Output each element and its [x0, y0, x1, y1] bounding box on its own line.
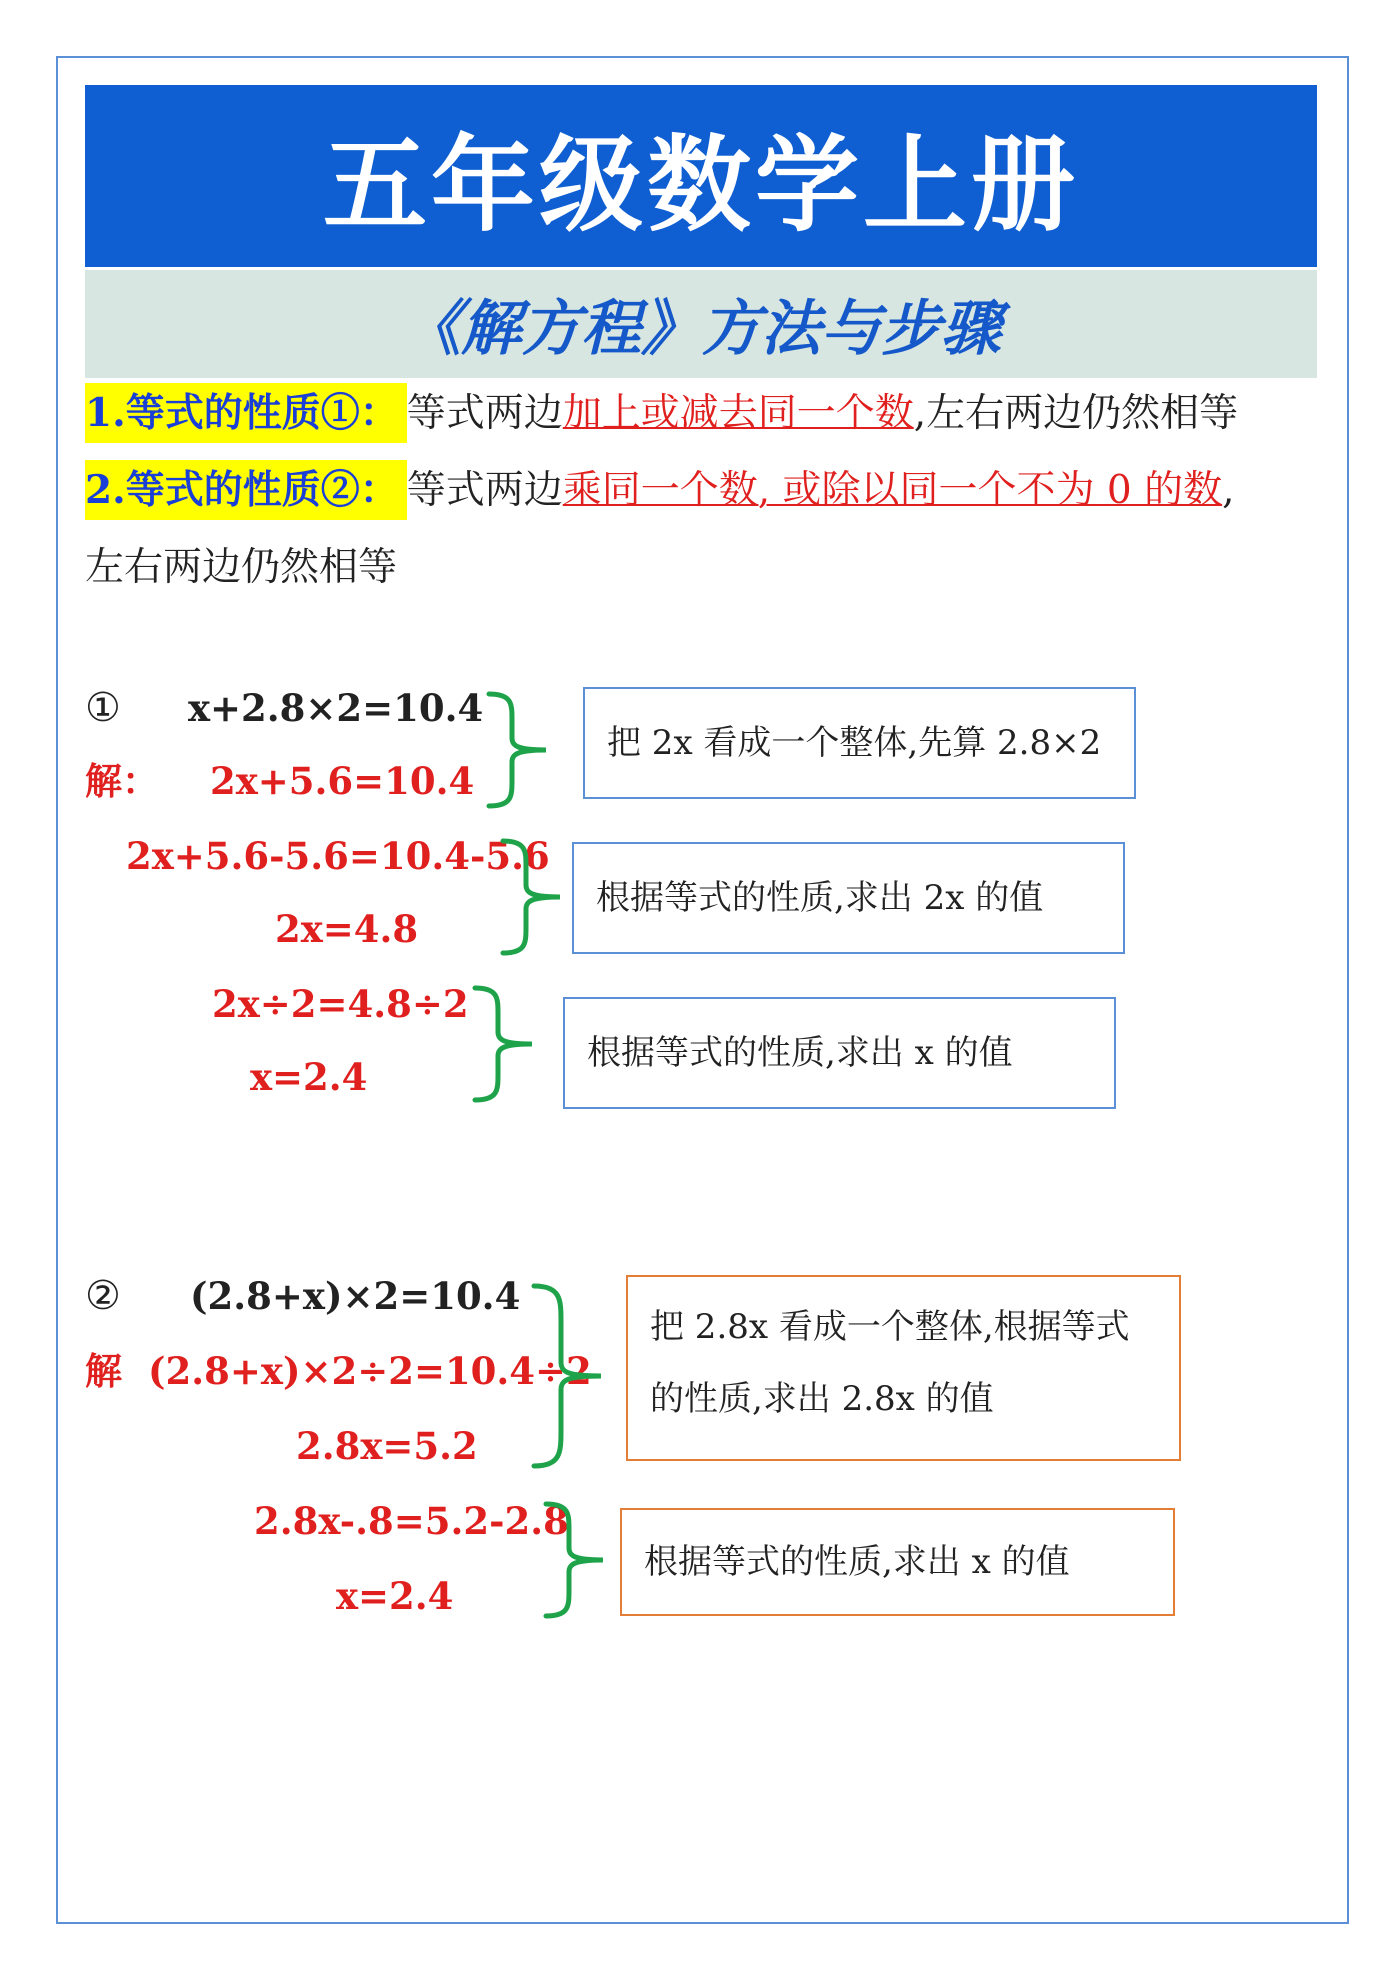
example-1-brace-2 [498, 837, 568, 957]
example-2-note-1: 把 2.8x 看成一个整体,根据等式的性质,求出 2.8x 的值 [626, 1275, 1181, 1461]
property-2-suffix: , [1222, 468, 1235, 513]
property-2-highlight: 乘同一个数, 或除以同一个不为 0 的数 [562, 468, 1223, 513]
example-2-step-2: 2.8x=5.2 [296, 1424, 478, 1468]
example-1-brace-1 [484, 690, 554, 810]
example-1-equation: x+2.8×2=10.4 [188, 686, 484, 730]
example-1-note-3: 根据等式的性质,求出 x 的值 [563, 997, 1116, 1109]
example-2-equation: (2.8+x)×2=10.4 [190, 1274, 521, 1318]
property-2-continuation: 左右两边仍然相等 [85, 545, 398, 590]
property-2-label: 2.等式的性质②： [85, 460, 407, 520]
example-2-number: ② [85, 1273, 121, 1319]
page-title: 五年级数学上册 [85, 85, 1317, 267]
property-2 [85, 460, 1235, 521]
example-2-brace-1 [529, 1282, 609, 1470]
example-1-number: ① [85, 685, 121, 731]
page-subtitle: 《解方程》方法与步骤 [85, 270, 1317, 378]
example-2-step-3: 2.8x-.8=5.2-2.8 [254, 1499, 569, 1543]
example-1-step-4: 2x÷2=4.8÷2 [212, 982, 469, 1026]
example-1-step-2: 2x+5.6-5.6=10.4-5.6 [126, 834, 550, 878]
property-1-suffix: ,左右两边仍然相等 [913, 391, 1239, 436]
property-1-prefix: 等式两边 [406, 391, 563, 436]
example-1-note-1: 把 2x 看成一个整体,先算 2.8×2 [583, 687, 1136, 799]
example-1-note-2: 根据等式的性质,求出 2x 的值 [572, 842, 1125, 954]
property-1 [85, 383, 1238, 444]
example-1-brace-3 [470, 984, 540, 1104]
example-2-step-1: (2.8+x)×2÷2=10.4÷2 [148, 1349, 592, 1393]
property-1-highlight: 加上或减去同一个数 [562, 391, 914, 436]
example-2-step-4: x=2.4 [336, 1574, 454, 1618]
example-2-solve-label: 解 [85, 1349, 122, 1393]
example-1-solve-label: 解： [85, 759, 159, 803]
property-1-label: 1.等式的性质①： [85, 383, 407, 443]
property-2-prefix: 等式两边 [406, 468, 563, 513]
example-1-step-5: x=2.4 [250, 1055, 368, 1099]
example-2-brace-2 [541, 1500, 611, 1620]
example-1-step-3: 2x=4.8 [275, 907, 419, 951]
example-1-step-1: 2x+5.6=10.4 [210, 759, 475, 803]
example-2-note-2: 根据等式的性质,求出 x 的值 [620, 1508, 1175, 1616]
